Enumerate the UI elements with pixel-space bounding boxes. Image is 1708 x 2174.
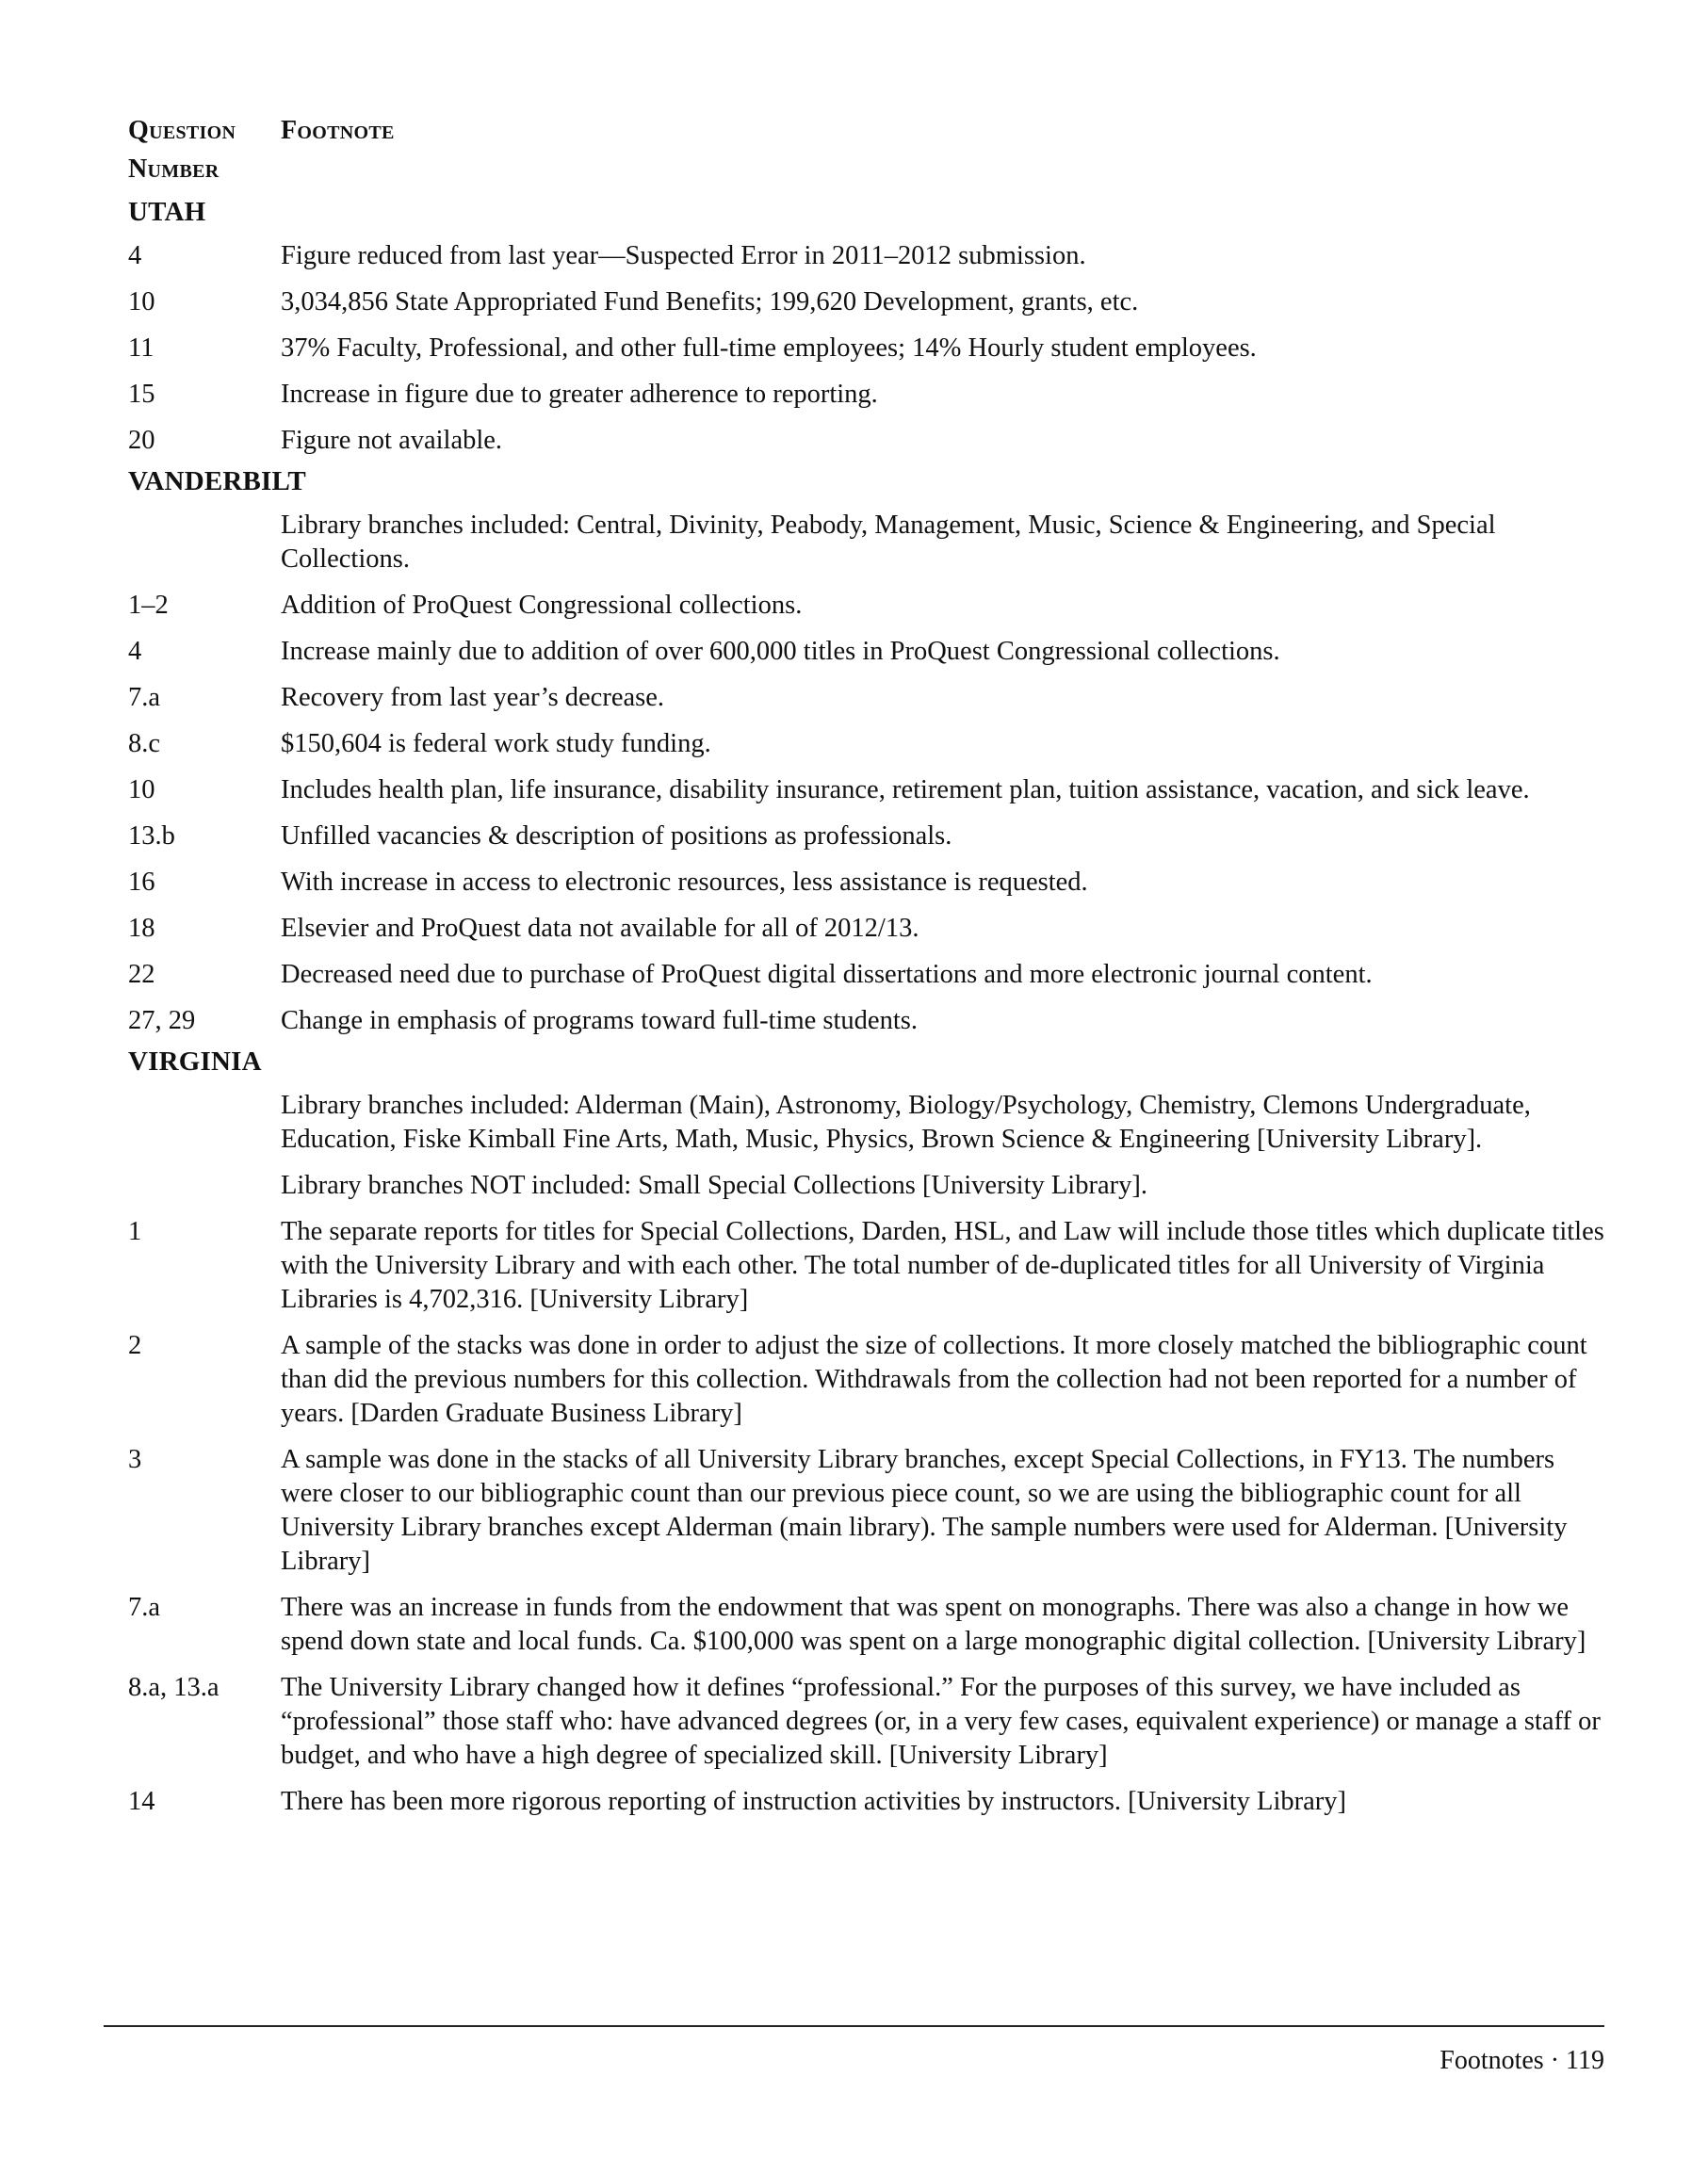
footnote-row — [128, 819, 1607, 853]
section-utah — [128, 198, 1607, 458]
question-number: 7.a — [128, 1593, 161, 1622]
footnote-text: $150,604 is federal work study funding. — [281, 729, 711, 758]
footnote-text: 37% Faculty, Professional, and other full-time employees; 14% Hourly student employees. — [281, 333, 1257, 363]
footnote-row — [128, 239, 1607, 273]
institution-heading: VANDERBILT — [128, 466, 306, 496]
footnote-row — [128, 635, 1607, 669]
footnote-row — [128, 589, 1607, 623]
footnote-row — [128, 1215, 1607, 1317]
footnote-text: The separate reports for titles for Special Collections, Darden, HSL, and Law will include those titles which duplicate titles with the University Library and with each other. The total number of de-duplicated titles for all University of Virginia Libraries is 4,702,316. [University Library] — [281, 1217, 1604, 1314]
footnote-text: Unfilled vacancies & description of positions as professionals. — [281, 821, 952, 851]
question-number: 1 — [128, 1217, 142, 1246]
question-number — [128, 1089, 281, 1157]
footnote-row — [128, 727, 1607, 761]
column-header — [128, 111, 1607, 188]
footnote-text: A sample of the stacks was done in order to adjust the size of collections. It more closely matched the bibliographic count than did the previous numbers for this collection. Withdrawals from the collection had not been reported for a number of years. [Darden Graduate Business Library] — [281, 1331, 1587, 1428]
question-number: 8.c — [128, 729, 161, 758]
question-number: 20 — [128, 426, 155, 455]
institution-heading: UTAH — [128, 197, 206, 227]
footnote-text: Figure reduced from last year—Suspected Error in 2011–2012 submission. — [281, 241, 1086, 270]
question-number: 27, 29 — [128, 1006, 196, 1035]
footnote-text: Recovery from last year’s decrease. — [281, 683, 664, 712]
footnote-text: Addition of ProQuest Congressional collections. — [281, 591, 803, 620]
question-number: 8.a, 13.a — [128, 1673, 220, 1702]
institution-heading: VIRGINIA — [128, 1046, 262, 1077]
footnote-text: The University Library changed how it defines “professional.” For the purposes of this survey, we have included as “professional” those staff who: have advanced degrees (or, in a very few cases, equivalent experience) or manage a staff or budget, and who have a high degree of specialized skill. [University Library] — [281, 1673, 1601, 1770]
footnote-text: Increase in figure due to greater adherence to reporting. — [281, 380, 878, 409]
footnote-text: A sample was done in the stacks of all University Library branches, except Special Collections, in FY13. The numbers were closer to our bibliographic count than our previous piece count, so we are using the bibliographic count for all University Library branches except Alderman (main library). The sample numbers were used for Alderman. [University Library] — [281, 1445, 1568, 1576]
footnote-text: Change in emphasis of programs toward full-time students. — [281, 1006, 918, 1035]
footnote-text: Library branches NOT included: Small Special Collections [University Library]. — [281, 1171, 1147, 1200]
footnote-text: With increase in access to electronic resources, less assistance is requested. — [281, 868, 1088, 897]
question-number: 10 — [128, 287, 155, 316]
question-number — [128, 1169, 281, 1203]
footnote-row — [128, 912, 1607, 946]
footnote-row — [128, 1004, 1607, 1038]
question-number-header-line1: Question — [128, 116, 236, 145]
footnote-text: Includes health plan, life insurance, disability insurance, retirement plan, tuition assistance, vacation, and sick leave. — [281, 775, 1530, 804]
question-number: 2 — [128, 1331, 142, 1360]
page-footer: Footnotes · 119 — [1440, 2046, 1604, 2075]
footnote-row — [128, 424, 1607, 458]
footnote-text: Increase mainly due to addition of over 600,000 titles in ProQuest Congressional collections. — [281, 637, 1280, 666]
footnote-text: There has been more rigorous reporting of instruction activities by instructors. [University Library] — [281, 1787, 1346, 1816]
question-number: 4 — [128, 637, 142, 666]
question-number: 18 — [128, 914, 155, 943]
question-number: 13.b — [128, 821, 175, 851]
footnote-text: There was an increase in funds from the endowment that was spent on monographs. There was also a change in how we spend down state and local funds. Ca. $100,000 was spent on a large monographic digital collection. [University Library] — [281, 1593, 1586, 1656]
question-number: 22 — [128, 960, 155, 989]
footnote-row — [128, 958, 1607, 992]
footnote-row — [128, 1671, 1607, 1773]
footer-divider — [104, 2025, 1604, 2027]
question-number: 4 — [128, 241, 142, 270]
footnote-row — [128, 332, 1607, 365]
question-number-header — [128, 111, 281, 188]
footnote-text: Figure not available. — [281, 426, 503, 455]
section-virginia — [128, 1047, 1607, 1819]
question-number: 14 — [128, 1787, 155, 1816]
question-number: 16 — [128, 868, 155, 897]
footnote-header: Footnote — [281, 116, 395, 145]
section-vanderbilt — [128, 467, 1607, 1038]
question-number-header-line2: Number — [128, 154, 220, 184]
footnote-text: Elsevier and ProQuest data not available for all of 2012/13. — [281, 914, 919, 943]
question-number: 1–2 — [128, 591, 169, 620]
question-number: 11 — [128, 333, 155, 363]
footnote-row — [128, 285, 1607, 319]
footnote-text: Library branches included: Central, Divinity, Peabody, Management, Music, Science & Engineering, and Special Collections. — [281, 511, 1496, 574]
question-number — [128, 509, 281, 576]
footnotes-page — [128, 111, 1607, 1819]
footnote-text: Library branches included: Alderman (Main), Astronomy, Biology/Psychology, Chemistry, Clemons Undergraduate, Education, Fiske Kimball Fine Arts, Math, Music, Physics, Brown Science & Engineering [University Library]. — [281, 1091, 1531, 1154]
footnote-row — [128, 1169, 1607, 1203]
footnote-row — [128, 1089, 1607, 1157]
footnote-row — [128, 509, 1607, 576]
footnote-row — [128, 866, 1607, 900]
question-number: 15 — [128, 380, 155, 409]
footnote-row — [128, 1785, 1607, 1819]
question-number: 3 — [128, 1445, 142, 1474]
footnote-text: Decreased need due to purchase of ProQuest digital dissertations and more electronic journal content. — [281, 960, 1373, 989]
footnote-row — [128, 1329, 1607, 1431]
question-number: 7.a — [128, 683, 161, 712]
footnote-row — [128, 1591, 1607, 1659]
question-number: 10 — [128, 775, 155, 804]
footnote-text: 3,034,856 State Appropriated Fund Benefits; 199,620 Development, grants, etc. — [281, 287, 1139, 316]
footnote-row — [128, 378, 1607, 412]
footnote-row — [128, 1443, 1607, 1579]
footnote-row — [128, 681, 1607, 715]
footnote-row — [128, 773, 1607, 807]
